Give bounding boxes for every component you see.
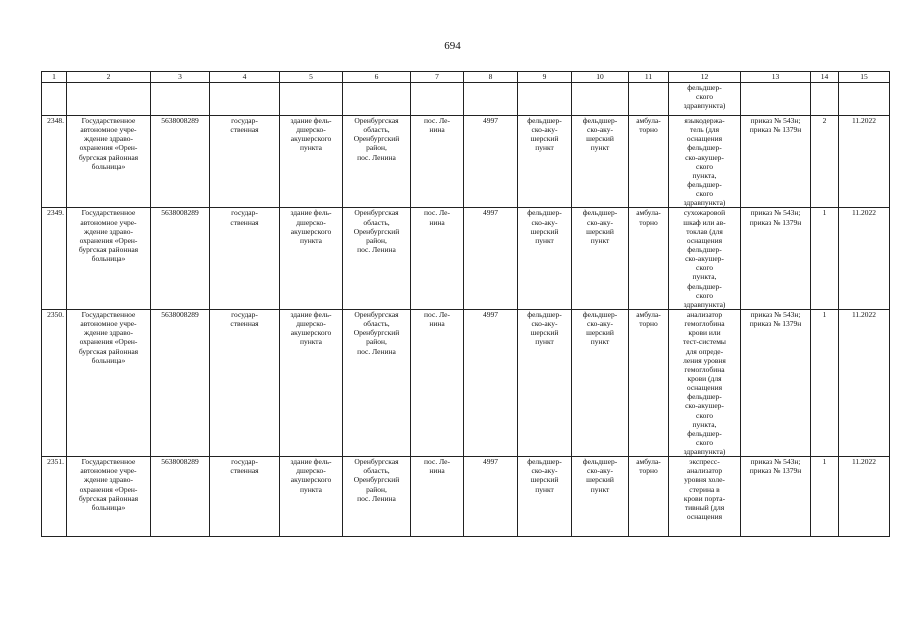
building-cell: здание фель- дшерско- акушерского пункта xyxy=(280,457,343,537)
settlement-cell: пос. Ле- нина xyxy=(411,116,464,208)
organization-cell: Государственное автономное учре- ждение здраво- охранения «Орен- бургская районная больница» xyxy=(67,457,151,537)
header-cell: 13 xyxy=(741,72,811,83)
address-cell: Оренбургская область, Оренбургский район, пос. Ленина xyxy=(343,116,411,208)
quantity-cell: 1 xyxy=(811,208,839,310)
order-cell: приказ № 543н; приказ № 1379н xyxy=(741,208,811,310)
facility-subtype-cell: фельдшер- ско-аку- шерский пункт xyxy=(572,309,629,456)
facility-type-cell: фельдшер- ско-аку- шерский пункт xyxy=(518,309,572,456)
table-row xyxy=(42,309,890,456)
order-cell: приказ № 543н; приказ № 1379н xyxy=(741,309,811,456)
date-cell: 11.2022 xyxy=(839,116,890,208)
equipment-cell: сухожаровой шкаф или ав- токлав (для оснащения фельдшер- ско-акушер- ского пункта, фельдшер- ского здравпункта) xyxy=(669,208,741,310)
order-cell: приказ № 543н; приказ № 1379н xyxy=(741,457,811,537)
row-number-cell: 2349. xyxy=(42,208,67,310)
facility-type-cell: фельдшер- ско-аку- шерский пункт xyxy=(518,116,572,208)
date-cell: 11.2022 xyxy=(839,309,890,456)
equipment-cell: языкодержа- тель (для оснащения фельдшер- ско-акушер- ского пункта, фельдшер- ского здравпункта) xyxy=(669,116,741,208)
inn-cell: 5638008289 xyxy=(151,208,210,310)
address-cell: Оренбургская область, Оренбургский район, пос. Ленина xyxy=(343,208,411,310)
care-form-cell: амбула- торно xyxy=(629,116,669,208)
address-cell: Оренбургская область, Оренбургский район, пос. Ленина xyxy=(343,309,411,456)
organization-cell: Государственное автономное учре- ждение здраво- охранения «Орен- бургская районная больница» xyxy=(67,208,151,310)
header-cell: 11 xyxy=(629,72,669,83)
facility-subtype-cell: фельдшер- ско-аку- шерский пункт xyxy=(572,116,629,208)
inn-cell: 5638008289 xyxy=(151,309,210,456)
header-cell: 14 xyxy=(811,72,839,83)
table-row xyxy=(42,116,890,208)
equipment-cell: анализатор гемоглобина крови или тест-системы для опреде- ления уровня гемоглобина крови (для оснащения фельдшер- ско-акушер- ского пункта, фельдшер- ского здравпункта) xyxy=(669,309,741,456)
inn-cell: 5638008289 xyxy=(151,457,210,537)
building-cell: здание фель- дшерско- акушерского пункта xyxy=(280,309,343,456)
registry-table xyxy=(41,71,890,537)
column-number-row xyxy=(42,72,890,83)
continuation-row xyxy=(42,83,890,116)
table-row xyxy=(42,208,890,310)
date-cell: 11.2022 xyxy=(839,457,890,537)
page-number: 694 xyxy=(444,40,461,52)
quantity-cell: 1 xyxy=(811,309,839,456)
facility-type-cell: фельдшер- ско-аку- шерский пункт xyxy=(518,208,572,310)
organization-cell: Государственное автономное учре- ждение здраво- охранения «Орен- бургская районная больница» xyxy=(67,309,151,456)
building-cell: здание фель- дшерско- акушерского пункта xyxy=(280,116,343,208)
population-cell: 4997 xyxy=(464,309,518,456)
row-number-cell: 2350. xyxy=(42,309,67,456)
header-cell: 9 xyxy=(518,72,572,83)
date-cell: 11.2022 xyxy=(839,208,890,310)
header-cell: 8 xyxy=(464,72,518,83)
quantity-cell: 1 xyxy=(811,457,839,537)
header-cell: 7 xyxy=(411,72,464,83)
row-number-cell: 2351. xyxy=(42,457,67,537)
header-cell: 5 xyxy=(280,72,343,83)
order-cell: приказ № 543н; приказ № 1379н xyxy=(741,116,811,208)
care-form-cell: амбула- торно xyxy=(629,309,669,456)
facility-subtype-cell: фельдшер- ско-аку- шерский пункт xyxy=(572,208,629,310)
population-cell: 4997 xyxy=(464,208,518,310)
population-cell: 4997 xyxy=(464,457,518,537)
facility-subtype-cell: фельдшер- ско-аку- шерский пункт xyxy=(572,457,629,537)
header-cell: 1 xyxy=(42,72,67,83)
care-form-cell: амбула- торно xyxy=(629,208,669,310)
settlement-cell: пос. Ле- нина xyxy=(411,208,464,310)
facility-type-cell: фельдшер- ско-аку- шерский пункт xyxy=(518,457,572,537)
row-number-cell: 2348. xyxy=(42,116,67,208)
header-cell: 2 xyxy=(67,72,151,83)
settlement-cell: пос. Ле- нина xyxy=(411,457,464,537)
population-cell: 4997 xyxy=(464,116,518,208)
header-cell: 6 xyxy=(343,72,411,83)
building-cell: здание фель- дшерско- акушерского пункта xyxy=(280,208,343,310)
header-cell: 10 xyxy=(572,72,629,83)
settlement-cell: пос. Ле- нина xyxy=(411,309,464,456)
ownership-cell: государ- ственная xyxy=(210,309,280,456)
inn-cell: 5638008289 xyxy=(151,116,210,208)
quantity-cell: 2 xyxy=(811,116,839,208)
ownership-cell: государ- ственная xyxy=(210,208,280,310)
ownership-cell: государ- ственная xyxy=(210,116,280,208)
header-cell: 4 xyxy=(210,72,280,83)
address-cell: Оренбургская область, Оренбургский район, пос. Ленина xyxy=(343,457,411,537)
header-cell: 12 xyxy=(669,72,741,83)
ownership-cell: государ- ственная xyxy=(210,457,280,537)
continuation-equipment-cell: фельдшер- ского здравпункта) xyxy=(669,83,741,116)
care-form-cell: амбула- торно xyxy=(629,457,669,537)
organization-cell: Государственное автономное учре- ждение здраво- охранения «Орен- бургская районная больница» xyxy=(67,116,151,208)
header-cell: 15 xyxy=(839,72,890,83)
header-cell: 3 xyxy=(151,72,210,83)
equipment-cell: экспресс- анализатор уровня холе- стерина в крови порта- тивный (для оснащения xyxy=(669,457,741,537)
table-row xyxy=(42,457,890,537)
